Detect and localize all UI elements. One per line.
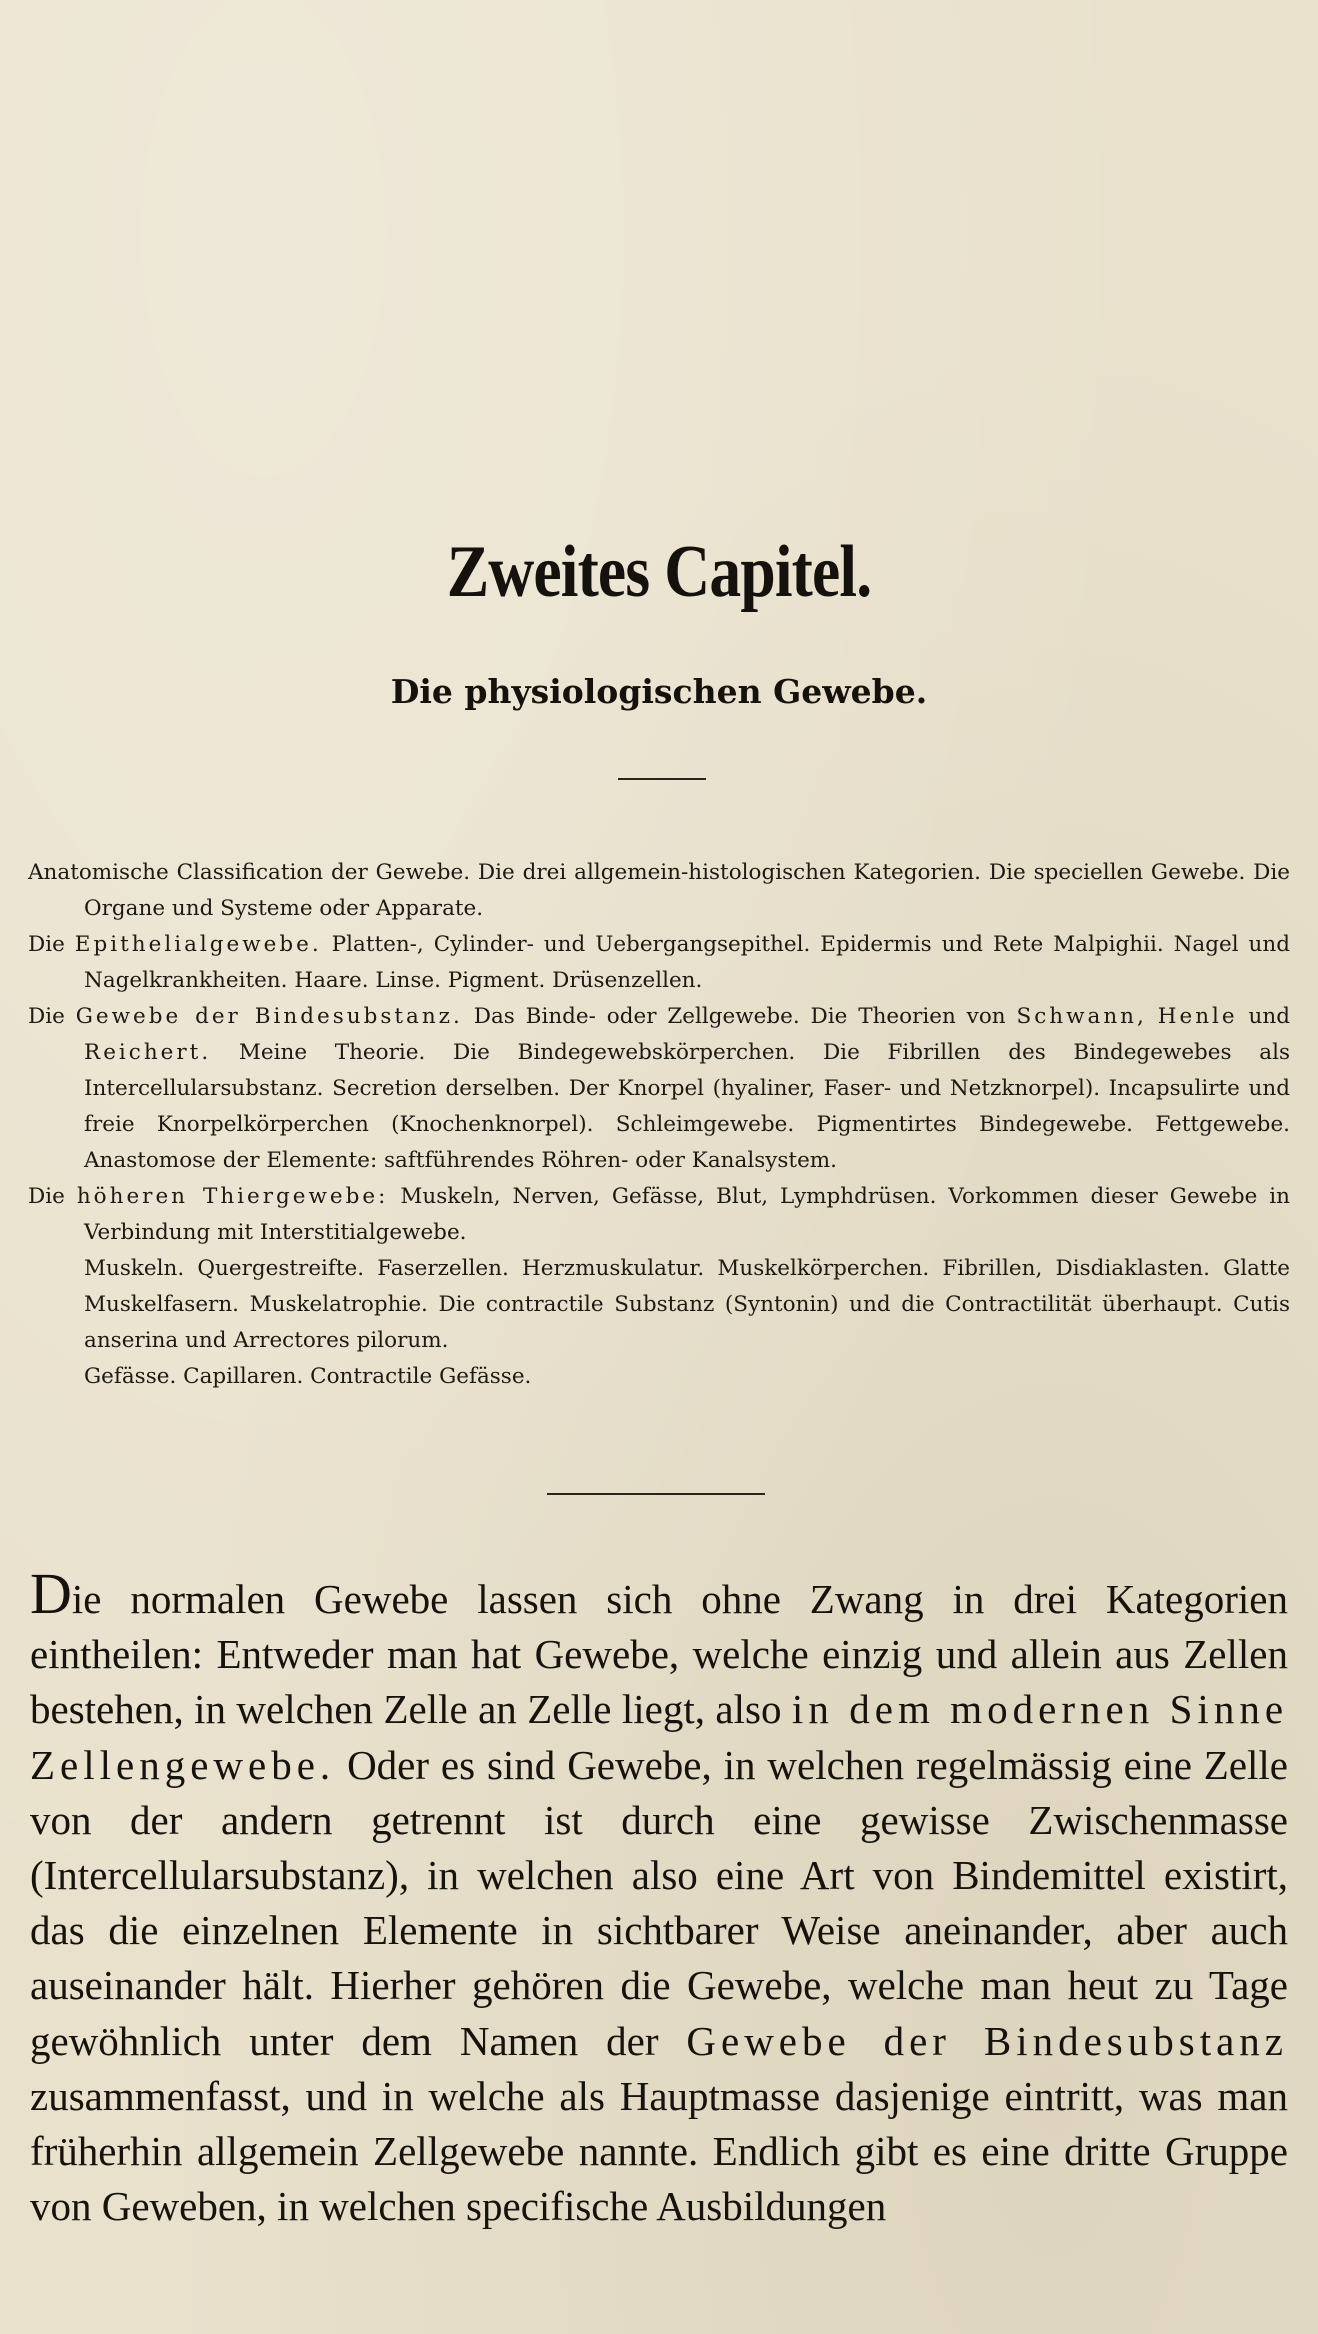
- body-paragraph: [30, 1561, 1289, 2234]
- body-text: Oder es sind Gewebe, in welchen regelmässig eine Zelle von der andern getrennt ist durch eine gewisse Zwischenmasse (Intercellularsubstanz), in welchen also eine Art von Bindemittel existirt, das die einzelnen Elemente in sichtbarer Weise aneinander, aber auch auseinander hält. Hierher gehören die Gewebe, welche man heut zu Tage gewöhnlich unter dem Namen der: [30, 1741, 1288, 2064]
- summary-text: und: [1248, 1004, 1290, 1029]
- divider-bottom: [547, 1493, 765, 1495]
- summary-lead: Die: [28, 1004, 65, 1029]
- chapter-title: Zweites Capitel.: [446, 531, 872, 613]
- summary-lead: Die: [28, 1184, 65, 1209]
- summary-subparagraph: [28, 1251, 1290, 1359]
- summary-text: Anatomische Classification der Gewebe. Die drei allgemein-histologischen Kategorien. Die speciellen Gewebe. Die Organe und Systeme oder Apparate.: [28, 860, 1290, 921]
- summary-paragraph: [28, 999, 1290, 1179]
- summary-spaced-term: höheren Thiergewebe:: [76, 1184, 389, 1209]
- summary-text: Platten-, Cylinder- und Uebergangsepithel. Epidermis und Rete Malpighii. Nagel und Nagelkrankheiten. Haare. Linse. Pigment. Drüsenzellen.: [84, 932, 1290, 993]
- summary-spaced-term: Epithelialgewebe.: [74, 932, 322, 957]
- summary-lead: Die: [28, 932, 65, 957]
- chapter-summary: [28, 855, 1290, 1395]
- summary-spaced-name: Henle: [1157, 1004, 1238, 1029]
- body-spaced-text: in dem modernen Sinne Zellengewebe.: [30, 1686, 1289, 1788]
- summary-paragraph: [28, 1179, 1290, 1251]
- summary-paragraph: [28, 855, 1290, 927]
- body-text: ie normalen Gewebe lassen sich ohne Zwang in drei Kategorien eintheilen: Entweder man hat Gewebe, welche einzig und allein aus Zellen bestehen, in welchen Zelle an Zelle liegt, also: [30, 1576, 1288, 1733]
- body-text: zusammenfasst, und in welche als Hauptmasse dasjenige eintritt, was man früherhin allgemein Zellgewebe nannte. Endlich gibt es eine dritte Gruppe von Geweben, in welchen specifische Ausbildungen: [30, 2072, 1288, 2230]
- summary-spaced-name: Schwann,: [1016, 1004, 1147, 1029]
- chapter-subtitle: Die physiologischen Gewebe.: [390, 672, 928, 711]
- divider-top: [618, 778, 706, 780]
- summary-spaced-term: Gewebe der Bindesubstanz.: [75, 1004, 463, 1029]
- body-spaced-text: Gewebe der Bindesubstanz: [686, 2017, 1288, 2064]
- summary-text: Das Binde- oder Zellgewebe. Die Theorien von: [473, 1004, 1006, 1029]
- summary-text: Muskeln. Quergestreifte. Faserzellen. Herzmuskulatur. Muskelkörperchen. Fibrillen, Disdiaklasten. Glatte Muskelfasern. Muskelatrophie. Die contractile Substanz (Syntonin) und die Contractilität überhaupt. Cutis anserina und Arrectores pilorum.: [84, 1256, 1290, 1353]
- drop-cap: D: [30, 1561, 72, 1626]
- summary-text: Muskeln, Nerven, Gefässe, Blut, Lymphdrüsen. Vorkommen dieser Gewebe in Verbindung mit Interstitialgewebe.: [84, 1184, 1290, 1245]
- summary-text: Meine Theorie. Die Bindegewebskörperchen. Die Fibrillen des Bindegewebes als Intercellularsubstanz. Secretion derselben. Der Knorpel (hyaliner, Faser- und Netzknorpel). Incapsulirte und freie Knorpelkörperchen (Knochenknorpel). Schleimgewebe. Pigmentirtes Bindegewebe. Fettgewebe. Anastomose der Elemente: saftführendes Röhren- oder Kanalsystem.: [84, 1040, 1290, 1173]
- summary-text: Gefässe. Capillaren. Contractile Gefässe.: [84, 1364, 532, 1389]
- summary-spaced-name: Reichert.: [84, 1040, 212, 1065]
- summary-subparagraph: [28, 1359, 1290, 1395]
- summary-paragraph: [28, 927, 1290, 999]
